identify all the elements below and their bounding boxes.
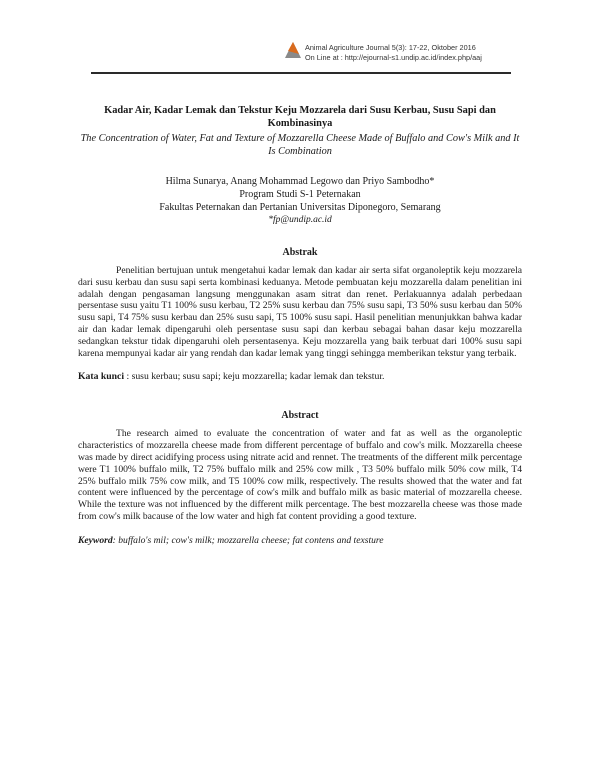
author-program: Program Studi S-1 Peternakan: [239, 189, 361, 200]
author-faculty: Fakultas Peternakan dan Pertanian Universitas Diponegoro, Semarang: [159, 202, 441, 213]
header-divider: [91, 72, 511, 74]
author-email: *fp@undip.ac.id: [268, 215, 332, 225]
keywords: [78, 535, 522, 547]
kata-kunci-label: Kata kunci: [78, 371, 125, 383]
abstrak-heading: Abstrak: [282, 247, 318, 258]
journal-logo-icon: [284, 41, 302, 59]
paper-title: Kadar Air, Kadar Lemak dan Tekstur Keju Mozzarela dari Susu Kerbau, Susu Sapi dan Kombinasinya: [104, 105, 496, 129]
abstrak-body: Penelitian bertujuan untuk mengetahui kadar lemak dan kadar air serta sifat organoleptik keju mozzarela dari susu kerbau dan susu sapi serta kombinasi keduanya. Metode pembuatan keju mozzarella dalam penelitian ini adalah dengan pengasaman langsung menggunakan asam sitrat dan renet. Perlakuannya adalah perbedaan persentase susu yaitu T1 100% susu kerbau, T2 25% susu kerbau dan 75% susu sapi, T3 50% susu kerbau dan 50% susu sapi, T4 75% susu kerbau dan 25% susu sapi, T5 100% susu sapi. Hasil penelitian menunjukkan bahwa kadar air dan kadar lemak dipengaruhi oleh persentase susu sapi dan kerbau sebagai bahan dasar keju mozzarella sedangkan tekstur tidak dipengaruhi oleh persentasenya. Keju mozzarella yang baik terbuat dari 100% susu sapi karena mempunyai kadar air yang rendah dan kadar lemak yang tinggi sehingga memberikan tekstur yang terbaik.: [78, 265, 522, 359]
abstract-body: The research aimed to evaluate the concentration of water and fat as well as the organoleptic characteristics of mozzarella cheese made from different percentage of buffalo and cow's milk. Mozzarella cheese was made by direct acidifying process using nitrate acid and rennet. The treatments of the different milk percentage were T1 100% buffalo milk, T2 75% buffalo milk and 25% cow milk , T3 50% buffalo milk 50% cow milk, T4 25% buffalo milk 75% cow milk, and T5 100% cow milk, respectively. The results showed that the water and fat content were influenced by the percentage of cow's milk and buffalo milk as basic material of mozzarella cheese. While the texture was not influenced by the different milk percentage. The best mozzarella cheese was those made from cow's milk bacause of the low water and high fat content providing a good texture.: [78, 428, 522, 522]
journal-header: [91, 38, 511, 78]
author-names: Hilma Sunarya, Anang Mohammad Legowo dan Priyo Sambodho*: [165, 176, 435, 187]
paper-subtitle: The Concentration of Water, Fat and Texture of Mozzarella Cheese Made of Buffalo and Cow's Milk and It Is Combination: [80, 133, 520, 157]
journal-url: On Line at : http://ejournal-s1.undip.ac.id/index.php/aaj: [305, 53, 482, 62]
author-block: [78, 175, 522, 227]
journal-citation: Animal Agriculture Journal 5(3): 17-22, Oktober 2016: [305, 43, 476, 52]
abstract-heading: Abstract: [281, 410, 319, 422]
paper-body: [78, 104, 522, 547]
kata-kunci: [78, 371, 522, 383]
kata-kunci-values: : susu kerbau; susu sapi; keju mozzarella; kadar lemak dan tekstur.: [124, 371, 385, 383]
keywords-values: : buffalo's mil; cow's milk; mozzarella cheese; fat contens and texsture: [112, 534, 384, 546]
keywords-label: Keyword: [78, 534, 113, 546]
